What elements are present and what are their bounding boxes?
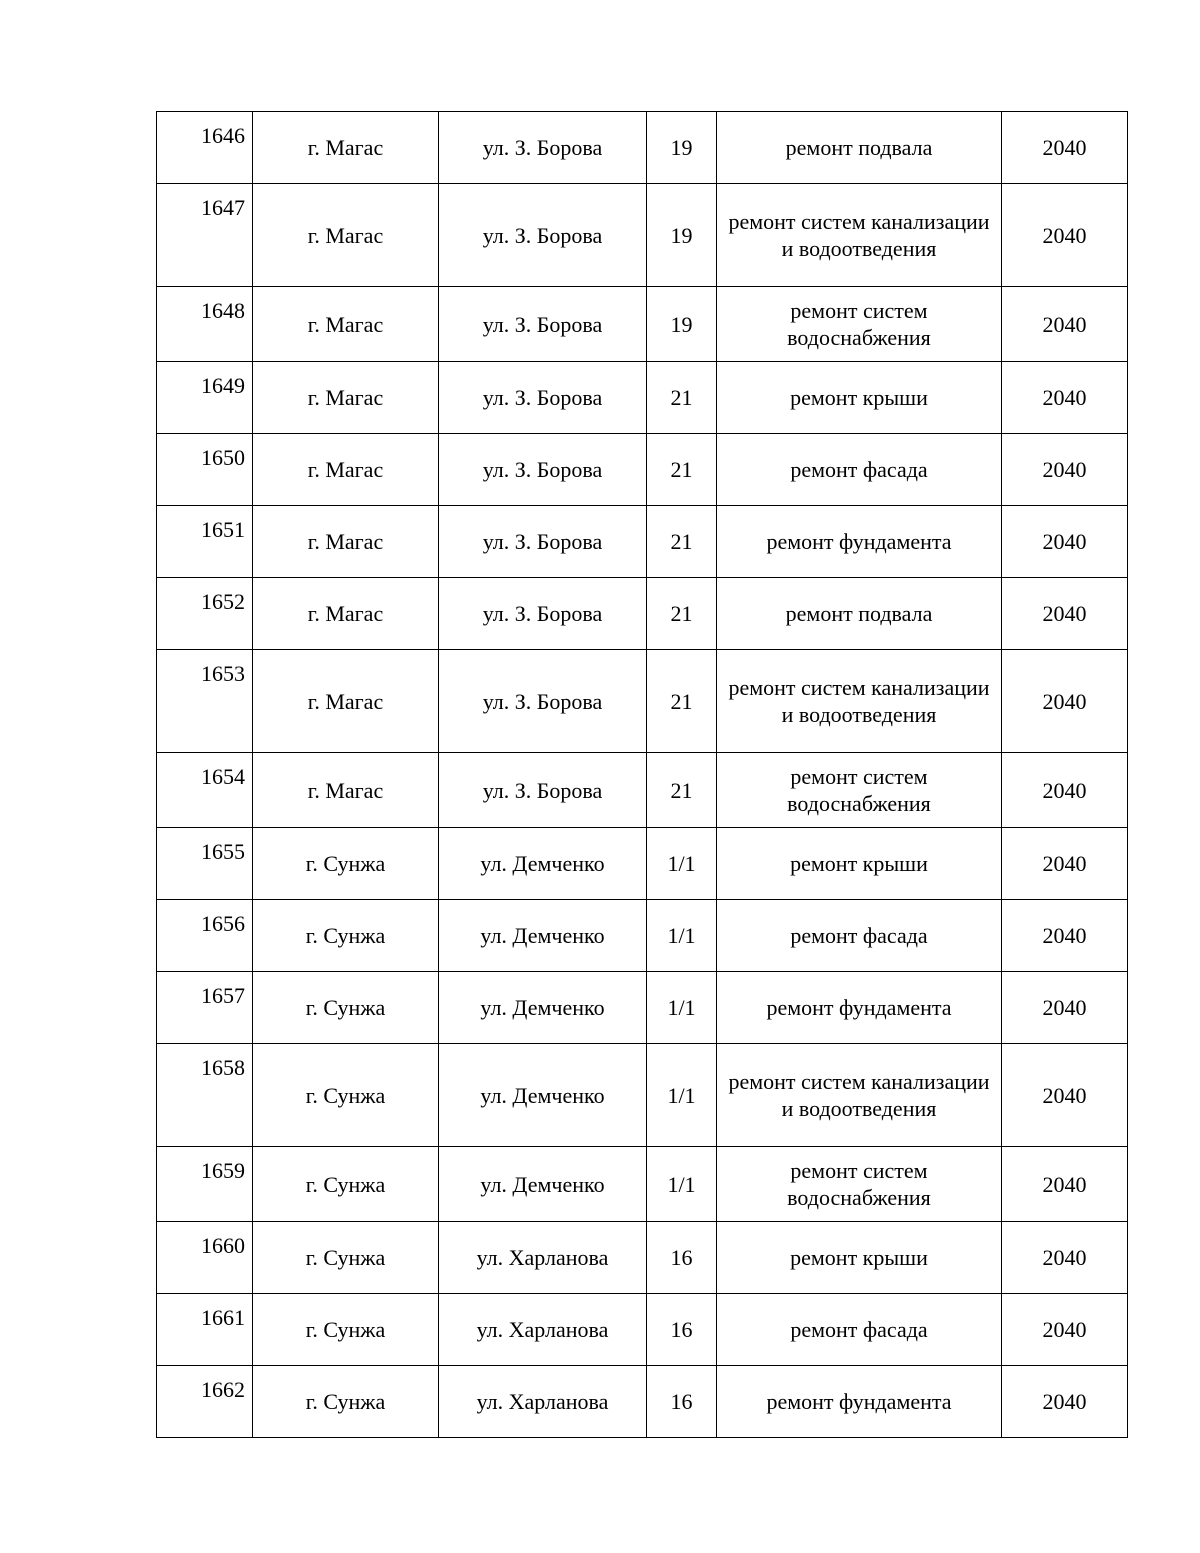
work-type-cell: ремонт фасада [717, 1294, 1002, 1366]
table-row [157, 650, 1128, 753]
house-number-cell: 19 [647, 287, 717, 362]
year-cell: 2040 [1002, 753, 1128, 828]
work-type-cell: ремонт систем водоснабжения [717, 287, 1002, 362]
table-row [157, 578, 1128, 650]
row-number-cell: 1653 [157, 650, 253, 753]
house-number-cell: 21 [647, 578, 717, 650]
city-cell: г. Магас [253, 362, 439, 434]
work-type-cell: ремонт фундамента [717, 1366, 1002, 1438]
street-cell: ул. З. Борова [439, 578, 647, 650]
table-row [157, 1294, 1128, 1366]
row-number-cell: 1661 [157, 1294, 253, 1366]
row-number-cell: 1648 [157, 287, 253, 362]
row-number-cell: 1649 [157, 362, 253, 434]
street-cell: ул. Демченко [439, 828, 647, 900]
table-row [157, 1044, 1128, 1147]
street-cell: ул. Демченко [439, 1044, 647, 1147]
table-row [157, 184, 1128, 287]
house-number-cell: 16 [647, 1366, 717, 1438]
row-number-cell: 1652 [157, 578, 253, 650]
street-cell: ул. Харланова [439, 1222, 647, 1294]
house-number-cell: 16 [647, 1294, 717, 1366]
city-cell: г. Магас [253, 506, 439, 578]
year-cell: 2040 [1002, 112, 1128, 184]
house-number-cell: 1/1 [647, 1044, 717, 1147]
year-cell: 2040 [1002, 1294, 1128, 1366]
year-cell: 2040 [1002, 184, 1128, 287]
house-number-cell: 16 [647, 1222, 717, 1294]
street-cell: ул. З. Борова [439, 506, 647, 578]
house-number-cell: 1/1 [647, 900, 717, 972]
street-cell: ул. З. Борова [439, 650, 647, 753]
work-type-cell: ремонт фасада [717, 434, 1002, 506]
row-number-cell: 1647 [157, 184, 253, 287]
street-cell: ул. Харланова [439, 1366, 647, 1438]
street-cell: ул. Демченко [439, 972, 647, 1044]
year-cell: 2040 [1002, 828, 1128, 900]
table-row [157, 1366, 1128, 1438]
row-number-cell: 1660 [157, 1222, 253, 1294]
city-cell: г. Магас [253, 578, 439, 650]
work-type-cell: ремонт крыши [717, 362, 1002, 434]
year-cell: 2040 [1002, 650, 1128, 753]
year-cell: 2040 [1002, 1222, 1128, 1294]
city-cell: г. Магас [253, 287, 439, 362]
work-type-cell: ремонт фасада [717, 900, 1002, 972]
city-cell: г. Сунжа [253, 1222, 439, 1294]
year-cell: 2040 [1002, 578, 1128, 650]
row-number-cell: 1651 [157, 506, 253, 578]
row-number-cell: 1646 [157, 112, 253, 184]
table-row [157, 506, 1128, 578]
year-cell: 2040 [1002, 287, 1128, 362]
city-cell: г. Сунжа [253, 900, 439, 972]
house-number-cell: 19 [647, 112, 717, 184]
table-row [157, 112, 1128, 184]
row-number-cell: 1659 [157, 1147, 253, 1222]
city-cell: г. Сунжа [253, 1366, 439, 1438]
table-row [157, 900, 1128, 972]
work-type-cell: ремонт фундамента [717, 506, 1002, 578]
table-row [157, 1147, 1128, 1222]
table-body [157, 112, 1128, 1438]
city-cell: г. Магас [253, 753, 439, 828]
street-cell: ул. З. Борова [439, 184, 647, 287]
city-cell: г. Сунжа [253, 1147, 439, 1222]
house-number-cell: 21 [647, 362, 717, 434]
work-type-cell: ремонт подвала [717, 578, 1002, 650]
city-cell: г. Сунжа [253, 1044, 439, 1147]
city-cell: г. Сунжа [253, 972, 439, 1044]
street-cell: ул. Харланова [439, 1294, 647, 1366]
house-number-cell: 1/1 [647, 972, 717, 1044]
city-cell: г. Магас [253, 184, 439, 287]
city-cell: г. Магас [253, 112, 439, 184]
street-cell: ул. Демченко [439, 900, 647, 972]
work-type-cell: ремонт систем канализации и водоотведения [717, 184, 1002, 287]
work-type-cell: ремонт крыши [717, 1222, 1002, 1294]
row-number-cell: 1657 [157, 972, 253, 1044]
work-type-cell: ремонт систем канализации и водоотведения [717, 1044, 1002, 1147]
table-row [157, 434, 1128, 506]
row-number-cell: 1655 [157, 828, 253, 900]
work-type-cell: ремонт систем водоснабжения [717, 753, 1002, 828]
house-number-cell: 21 [647, 506, 717, 578]
city-cell: г. Сунжа [253, 828, 439, 900]
work-type-cell: ремонт систем канализации и водоотведения [717, 650, 1002, 753]
table-row [157, 828, 1128, 900]
city-cell: г. Сунжа [253, 1294, 439, 1366]
year-cell: 2040 [1002, 900, 1128, 972]
row-number-cell: 1650 [157, 434, 253, 506]
row-number-cell: 1662 [157, 1366, 253, 1438]
street-cell: ул. З. Борова [439, 362, 647, 434]
year-cell: 2040 [1002, 1044, 1128, 1147]
work-type-cell: ремонт подвала [717, 112, 1002, 184]
city-cell: г. Магас [253, 650, 439, 753]
street-cell: ул. З. Борова [439, 112, 647, 184]
house-number-cell: 1/1 [647, 1147, 717, 1222]
year-cell: 2040 [1002, 1147, 1128, 1222]
street-cell: ул. З. Борова [439, 753, 647, 828]
table-row [157, 362, 1128, 434]
repair-schedule-table [156, 111, 1128, 1438]
house-number-cell: 21 [647, 434, 717, 506]
street-cell: ул. З. Борова [439, 287, 647, 362]
year-cell: 2040 [1002, 506, 1128, 578]
table-row [157, 287, 1128, 362]
city-cell: г. Магас [253, 434, 439, 506]
row-number-cell: 1656 [157, 900, 253, 972]
year-cell: 2040 [1002, 1366, 1128, 1438]
house-number-cell: 19 [647, 184, 717, 287]
street-cell: ул. З. Борова [439, 434, 647, 506]
street-cell: ул. Демченко [439, 1147, 647, 1222]
table-row [157, 972, 1128, 1044]
table-row [157, 1222, 1128, 1294]
work-type-cell: ремонт систем водоснабжения [717, 1147, 1002, 1222]
house-number-cell: 21 [647, 650, 717, 753]
year-cell: 2040 [1002, 972, 1128, 1044]
row-number-cell: 1658 [157, 1044, 253, 1147]
row-number-cell: 1654 [157, 753, 253, 828]
year-cell: 2040 [1002, 362, 1128, 434]
year-cell: 2040 [1002, 434, 1128, 506]
table-row [157, 753, 1128, 828]
house-number-cell: 21 [647, 753, 717, 828]
work-type-cell: ремонт фундамента [717, 972, 1002, 1044]
house-number-cell: 1/1 [647, 828, 717, 900]
work-type-cell: ремонт крыши [717, 828, 1002, 900]
